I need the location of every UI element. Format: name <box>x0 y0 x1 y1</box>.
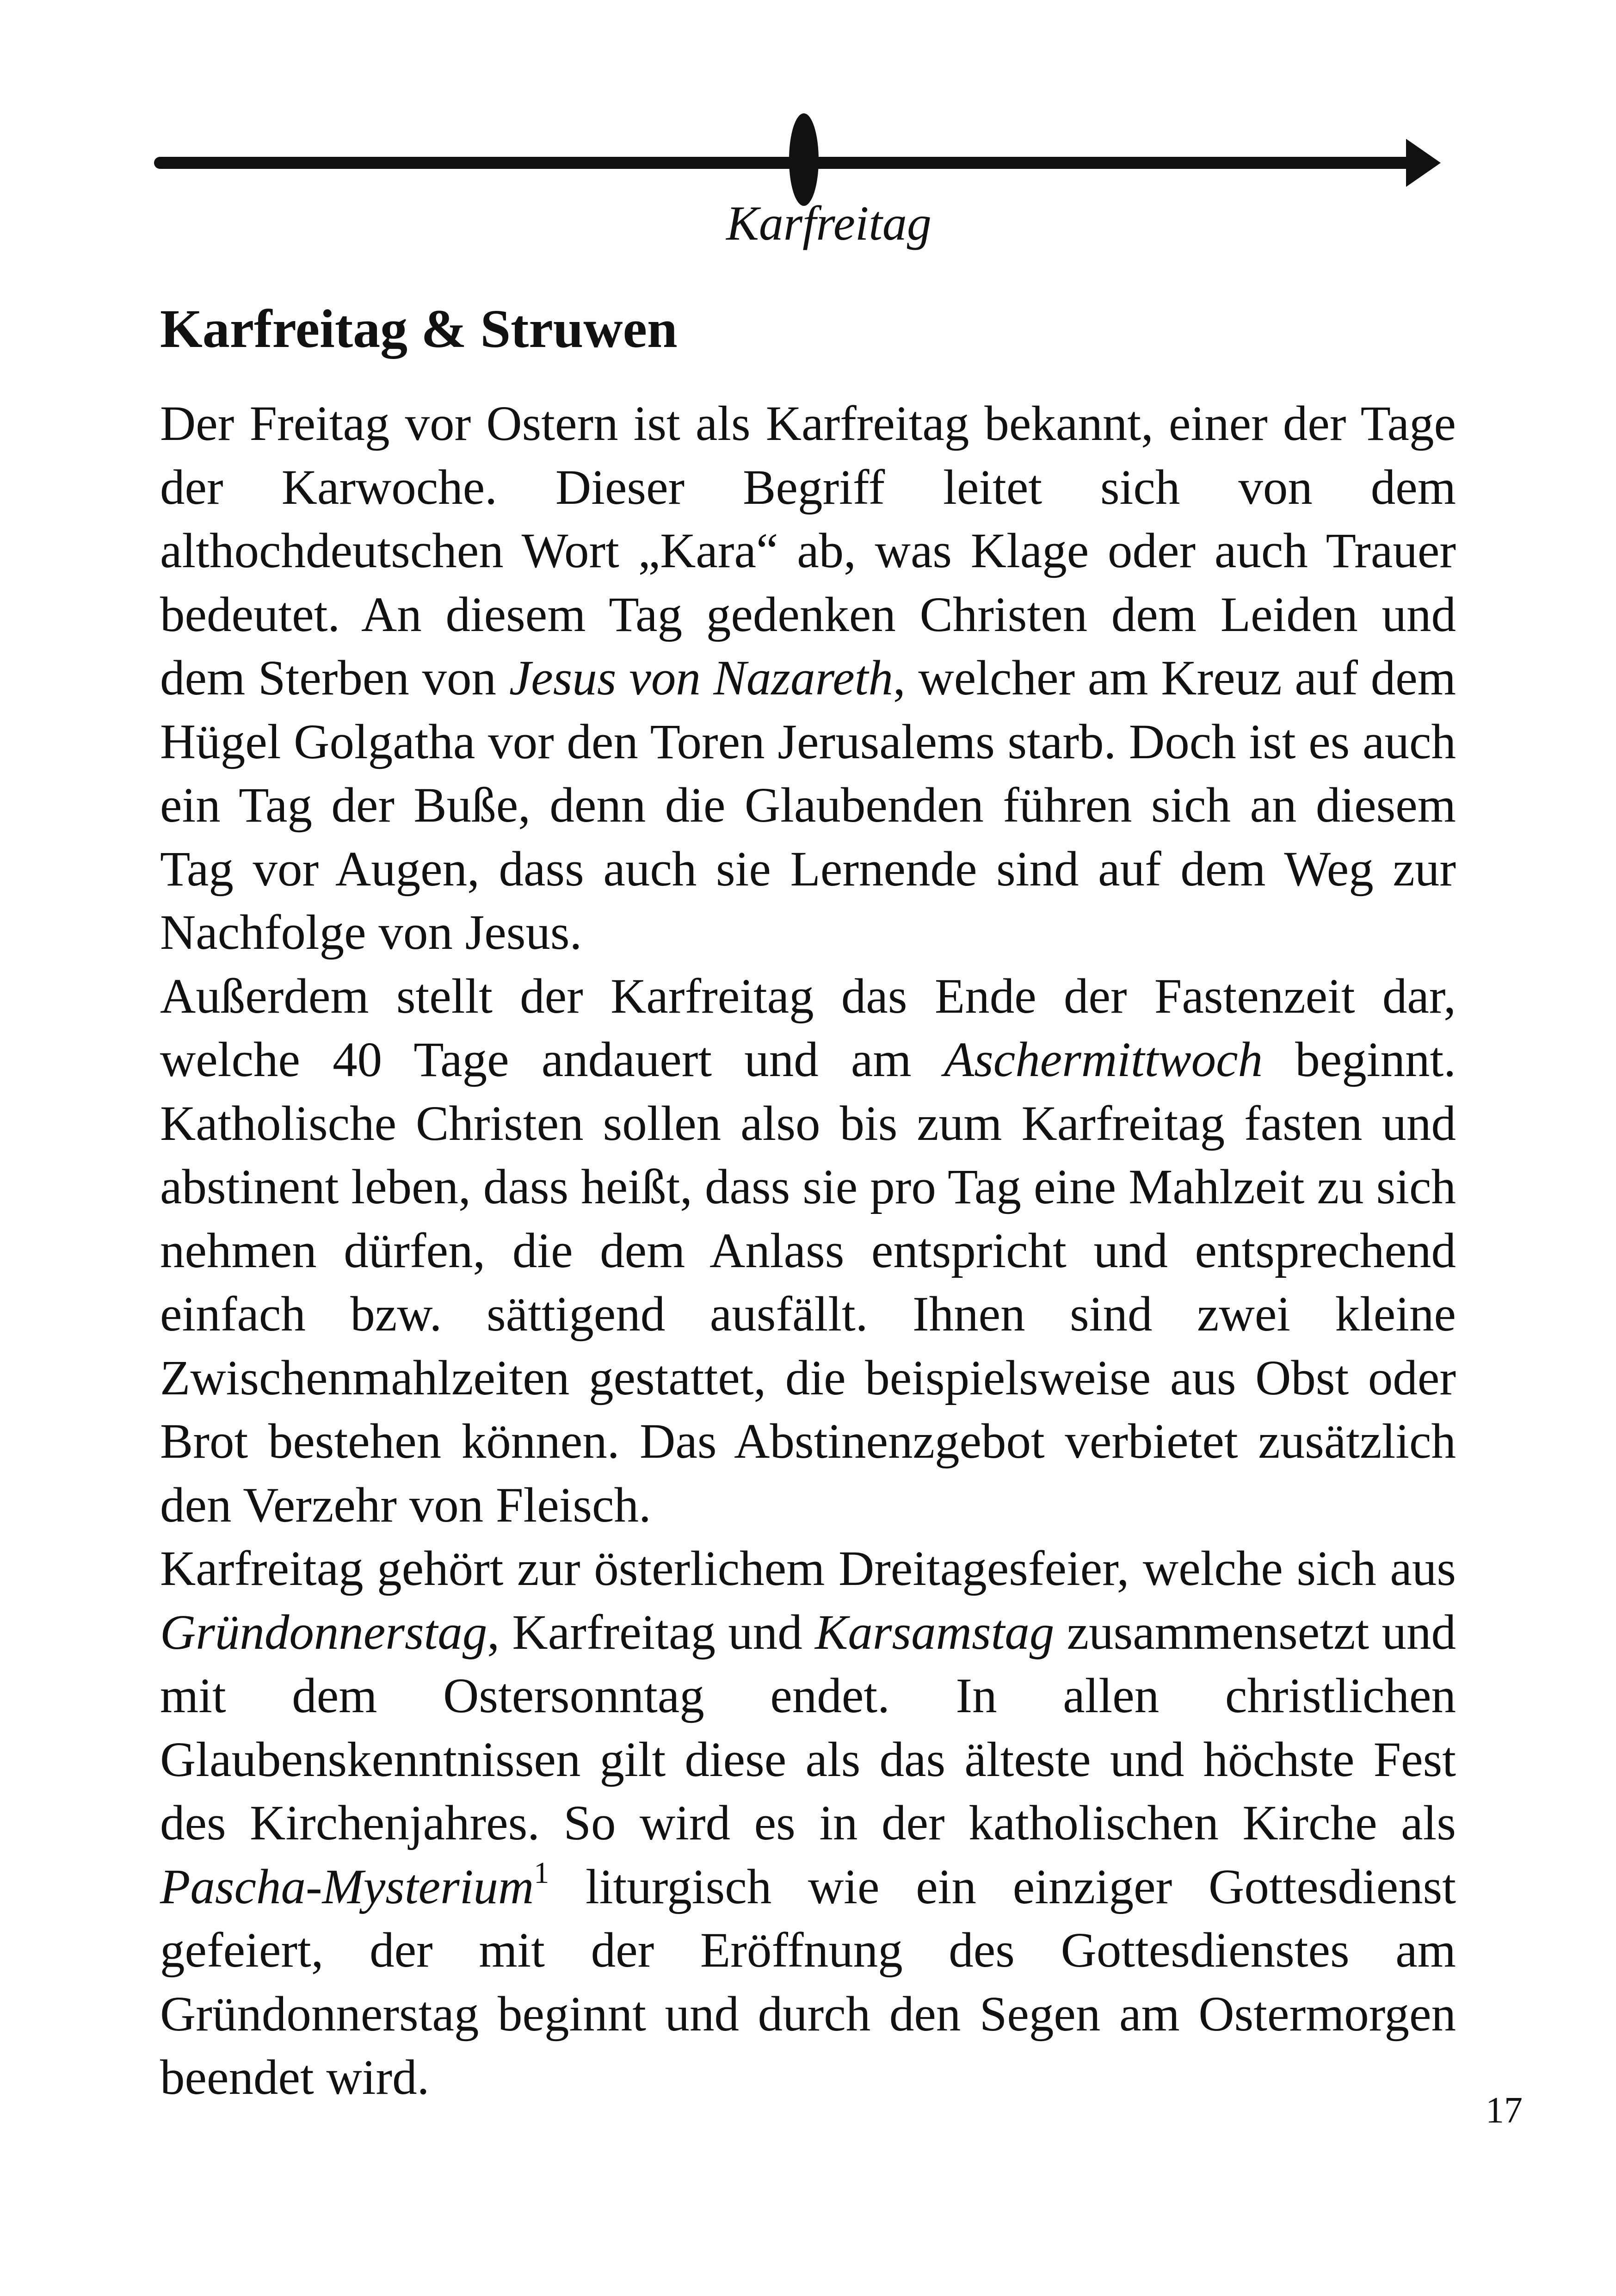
footnote-reference[interactable]: 1 <box>534 1856 549 1890</box>
text-run: zusammensetzt und mit dem Ostersonntag endet. In allen christlichen Glaubenskenntnissen gilt diese als das älteste und höchste Fest des Kirchenjahres. So wird es in der katholischen Kirche als <box>160 1605 1456 1850</box>
text-run: beginnt. Katholische Christen sollen also bis zum Karfreitag fasten und abstinent leben, dass heißt, dass sie pro Tag eine Mahlzeit zu sich nehmen dürfen, die dem Anlass entspricht und entsprechend einfach bzw. sättigend ausfällt. Ihnen sind zwei kleine Zwischenmahlzeiten gestattet, die beispielsweise aus Obst oder Brot bestehen können. Das Abstinenzgebot verbietet zusätzlich den Verzehr von Fleisch. <box>160 1033 1456 1533</box>
timeline-graphic <box>0 0 1616 213</box>
italic-term-gruendonnerstag: Gründonnerstag <box>160 1605 487 1660</box>
text-run: Außerdem stellt der Karfreitag das Ende der Fastenzeit dar, welche 40 Tage andauert und am <box>160 969 1456 1087</box>
paragraph-2 <box>160 965 1456 1538</box>
text-run: Karfreitag gehört zur österlichem Dreitagesfeier, welche sich aus <box>160 1541 1456 1596</box>
page-number: 17 <box>1486 2090 1523 2131</box>
timeline-arrowhead <box>1406 139 1441 187</box>
timeline-marker <box>789 113 819 206</box>
text-run: Der Freitag vor Ostern ist als Karfreitag bekannt, einer der Tage der Karwoche. Dieser Begriff leitet sich von dem althochdeutschen Wort „Kara“ ab, was Klage oder auch Trauer bedeutet. An diesem Tag gedenken Christen dem Leiden und dem Sterben von <box>160 396 1456 706</box>
section-label: Karfreitag <box>726 196 931 250</box>
italic-term-jesus-von-nazareth: Jesus von Nazareth <box>509 651 893 706</box>
text-run: liturgisch wie ein einziger Gottesdienst gefeiert, der mit der Eröffnung des Gottesdienstes am Gründonnerstag beginnt und durch den Segen am Ostermorgen beendet wird. <box>160 1859 1456 2105</box>
page-heading: Karfreitag & Struwen <box>160 298 678 359</box>
paragraph-1 <box>160 392 1456 965</box>
text-run: , welcher am Kreuz auf dem Hügel Golgatha vor den Toren Jerusalems starb. Doch ist es auch ein Tag der Buße, denn die Glaubenden führen sich an diesem Tag vor Augen, dass auch sie Lernende sind auf dem Weg zur Nachfolge von Jesus. <box>160 651 1456 960</box>
paragraph-3 <box>160 1537 1456 2110</box>
italic-term-pascha-mysterium: Pascha-Mysterium <box>160 1859 534 1914</box>
text-run: , Karfreitag und <box>487 1605 815 1660</box>
italic-term-karsamstag: Karsamstag <box>815 1605 1055 1660</box>
body-text <box>160 392 1456 2110</box>
italic-term-aschermittwoch: Aschermittwoch <box>944 1033 1263 1087</box>
